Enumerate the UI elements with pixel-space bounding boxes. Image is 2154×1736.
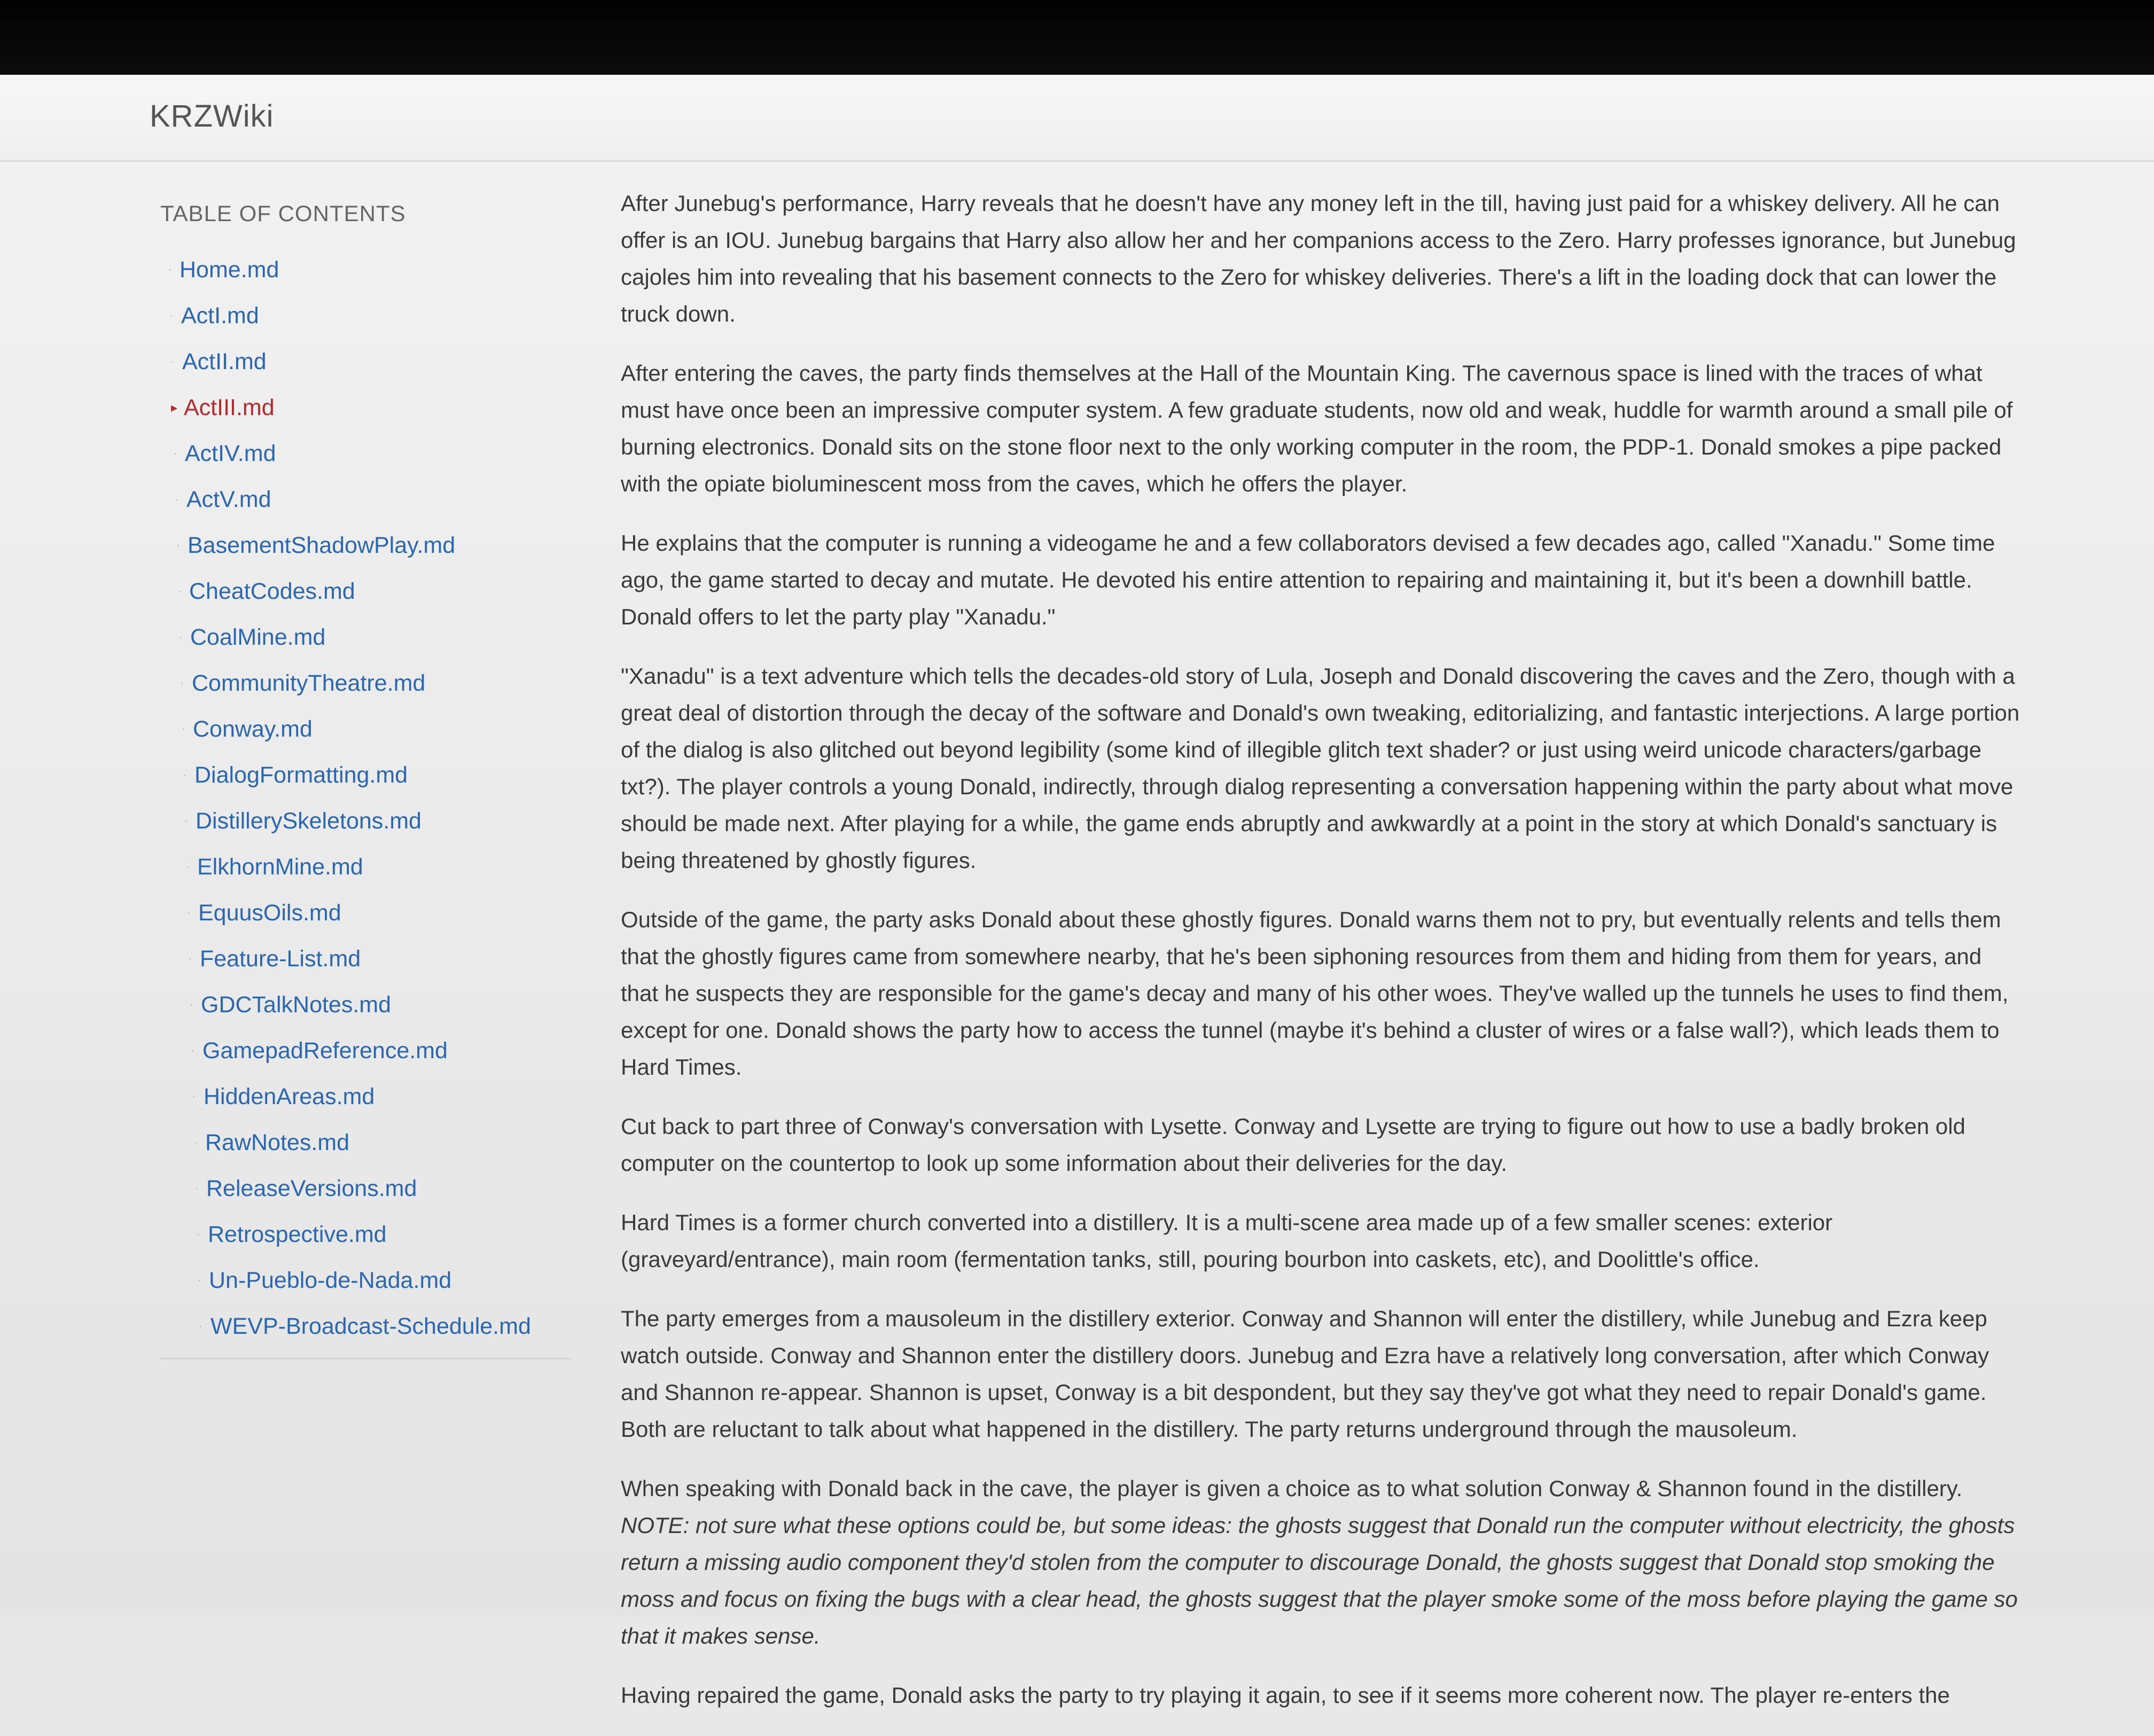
toc-link[interactable]: Retrospective.md [208,1221,387,1247]
toc-item[interactable] [160,1028,572,1074]
bullet-icon: · [180,677,184,689]
toc-link[interactable]: Feature-List.md [200,945,361,972]
toc-item[interactable] [160,476,572,522]
bullet-icon: · [194,1182,199,1194]
choice-note: NOTE: not sure what these options could be, but some ideas: the ghosts suggest that Donald run the computer without electricity, the ghosts return a missing audio component they'd stolen from the computer to discourage Donald, the ghosts suggest that Donald stop smoking the moss and focus on fixing the bugs with a clear head, the ghosts suggest that the player smoke some of the moss before playing the game so that it makes sense. [621,1513,2018,1648]
bullet-icon: · [181,723,185,735]
monitor-bezel [0,0,2154,75]
bullet-icon: · [173,447,177,459]
top-navbar [0,75,2154,162]
toc-link[interactable]: DistillerySkeletons.md [196,808,422,834]
toc-item[interactable] [160,568,572,614]
choice-paragraph [621,1470,2020,1654]
toc-link[interactable]: ElkhornMine.md [197,854,363,880]
article-paragraph: After Junebug's performance, Harry reveals that he doesn't have any money left in the till, having just paid for a whiskey delivery. All he can offer is an IOU. Junebug bargains that Harry also allow her and her companions access to the Zero. Harry professes ignorance, but Junebug cajoles him into revealing that his basement connects to the Zero for whiskey deliveries. There's a lift in the loading dock that can lower the truck down. [621,191,2016,326]
toc-link[interactable]: ActII.md [182,348,267,374]
toc-link[interactable]: BasementShadowPlay.md [188,532,456,558]
brand-link[interactable]: KRZWiki [150,99,274,134]
bullet-icon: · [199,1320,203,1332]
bullet-icon: · [168,263,172,276]
toc-item[interactable] [160,1074,572,1120]
partial-paragraph: Having repaired the game, Donald asks the party to try playing it again, to see if it seems more coherent now. The player re-enters the [621,1683,1950,1708]
article-paragraph: "Xanadu" is a text adventure which tells the decades-old story of Lula, Joseph and Donald discovering the caves and the Zero, though with a great deal of distortion through the decay of the software and Donald's own tweaking, editorializing, and fantastic interjections. A large portion of the dialog is also glitched out beyond legibility (some kind of illegible glitch text shader? or just using weird unicode characters/garbage txt?). The player controls a young Donald, indirectly, through dialog representing a conversation happening within the party about what move should be made next. After playing for a while, the game ends abruptly and awkwardly at a point in the story at which Donald's sanctuary is being threatened by ghostly figures. [621,663,2020,873]
article-paragraph: After entering the caves, the party finds themselves at the Hall of the Mountain King. The cavernous space is lined with the traces of what must have once been an impressive computer system. A few graduate students, now old and weak, huddle for warmth around a small pile of burning electronics. Donald sits on the stone floor next to the only working computer in the room, the PDP-1. Donald smokes a pipe packed with the opiate bioluminescent moss from the caves, which he offers the player. [621,361,2013,496]
toc-item[interactable] [160,982,572,1028]
article-paragraph: Outside of the game, the party asks Donald about these ghostly figures. Donald warns them not to pry, but eventually relents and tells them that the ghostly figures came from somewhere nearby, that he's been siphoning resources from them and hiding from them for years, and that he suspects they are responsible for the game's decay and many of his other woes. They've walled up the tunnels he uses to find them, except for one. Donald shows the party how to access the tunnel (maybe it's behind a cluster of wires or a false wall?), which leads them to Hard Times. [621,907,2009,1080]
toc-item[interactable] [160,752,572,798]
active-bullet-icon: ▸ [170,400,178,415]
toc-link[interactable]: ActIII.md [184,394,275,420]
toc-item[interactable] [160,385,572,431]
article-paragraph: He explains that the computer is running a videogame he and a few collaborators devised a few decades ago, called "Xanadu." Some time ago, the game started to decay and mutate. He devoted his entire attention to repairing and maintaining it, but it's been a downhill battle. Donald offers to let the party play "Xanadu." [621,530,1995,629]
toc-item[interactable] [160,660,572,706]
toc-link[interactable]: HiddenAreas.md [204,1083,375,1109]
toc-item[interactable] [160,431,572,476]
bullet-icon: · [191,1044,195,1057]
toc-link[interactable]: GamepadReference.md [202,1037,448,1064]
bullet-icon: · [183,769,187,781]
toc-item[interactable] [160,293,572,339]
toc-link[interactable]: DialogFormatting.md [194,762,408,788]
article-paragraph: Hard Times is a former church converted into a distillery. It is a multi-scene area made up of a few smaller scenes: exterior (graveyard/entrance), main room (fermentation tanks, still, pouring bourbon into caskets, etc), and Doolittle's office. [621,1210,1833,1272]
bullet-icon: · [188,952,192,965]
browser-viewport [0,75,2154,1708]
toc-item[interactable] [160,706,572,752]
bullet-icon: · [185,861,190,873]
bullet-icon: · [189,998,193,1011]
article-paragraph: The party emerges from a mausoleum in the distillery exterior. Conway and Shannon will enter the distillery, while Junebug and Ezra keep watch outside. Conway and Shannon enter the distillery doors. Junebug and Ezra have a relatively long conversation, after which Conway and Shannon re-appear. Shannon is upset, Conway is a bit despondent, but they say they've got what they need to repair Donald's game. Both are reluctant to talk about what happened in the distillery. The party returns underground through the mausoleum. [621,1306,1989,1442]
toc-item[interactable] [160,798,572,844]
bullet-icon: · [178,631,183,643]
toc-item[interactable] [160,1211,572,1257]
toc-item[interactable] [160,890,572,936]
toc-link[interactable]: Conway.md [193,716,313,742]
toc-heading: TABLE OF CONTENTS [160,201,406,226]
toc-item[interactable] [160,936,572,982]
toc-item[interactable] [160,1257,572,1303]
toc-link[interactable]: Home.md [180,256,279,283]
toc-link[interactable]: ActV.md [186,486,271,512]
toc-item[interactable] [160,1303,572,1349]
toc-item[interactable] [160,339,572,385]
article-paragraph: Cut back to part three of Conway's conversation with Lysette. Conway and Lysette are trying to figure out how to use a badly broken old computer on the countertop to look up some information about their deliveries for the day. [621,1114,1965,1176]
toc-link[interactable]: CommunityTheatre.md [192,670,426,696]
bullet-icon: · [170,355,175,367]
toc-link[interactable]: GDCTalkNotes.md [201,991,392,1018]
toc-item[interactable] [160,247,572,293]
bullet-icon: · [175,493,179,505]
bullet-icon: · [193,1136,198,1148]
toc-link[interactable]: ActIV.md [185,440,276,466]
bullet-icon: · [196,1228,200,1240]
toc-link[interactable]: RawNotes.md [205,1129,350,1155]
article-paragraphs [621,185,2020,1448]
toc-item[interactable] [160,614,572,660]
bullet-icon: · [169,309,174,322]
toc-link[interactable]: WEVP-Broadcast-Schedule.md [210,1313,531,1339]
bullet-icon: · [177,585,182,597]
bullet-icon: · [197,1274,201,1286]
choice-text: When speaking with Donald back in the cave, the player is given a choice as to what solution Conway & Shannon found in the distillery. [621,1476,1963,1501]
toc-link[interactable]: EquusOils.md [198,900,341,926]
article-content [621,185,2020,1736]
bullet-icon: · [176,539,180,551]
toc-link[interactable]: CheatCodes.md [189,578,355,604]
table-of-contents [160,201,593,1359]
toc-link[interactable]: ActI.md [181,302,259,329]
toc-item[interactable] [160,1166,572,1211]
toc-item[interactable] [160,1120,572,1166]
toc-list [160,247,572,1359]
bullet-icon: · [186,906,191,919]
toc-item[interactable] [160,844,572,890]
toc-item[interactable] [160,522,572,568]
bullet-icon: · [184,815,188,827]
bullet-icon: · [192,1090,196,1102]
toc-link[interactable]: ReleaseVersions.md [206,1175,417,1201]
toc-link[interactable]: CoalMine.md [190,624,326,650]
toc-link[interactable]: Un-Pueblo-de-Nada.md [209,1267,452,1293]
